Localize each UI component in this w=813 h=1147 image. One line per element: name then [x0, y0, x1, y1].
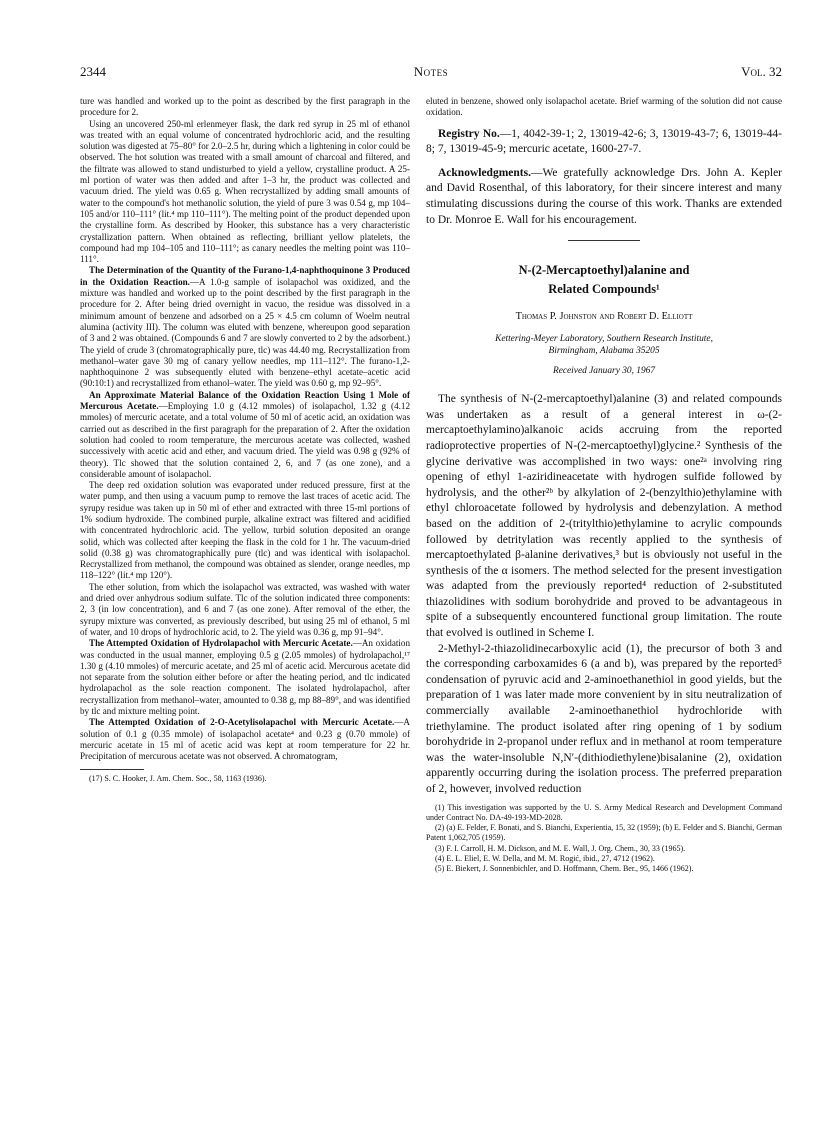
affiliation-line: Birmingham, Alabama 35205: [548, 346, 660, 357]
right-column: [426, 96, 782, 875]
footnote: (2) (a) E. Felder, F. Bonati, and S. Bianchi, Experientia, 15, 32 (1959); (b) E. Felder and S. Bianchi, German Patent 1,062,705 (1959).: [426, 823, 782, 843]
title-line: Related Compounds¹: [548, 282, 660, 297]
registry-heading: Registry No.: [438, 127, 500, 140]
running-header: [80, 64, 782, 82]
paragraph-heading: The Attempted Oxidation of 2-O-Acetylisolapachol with Mercuric Acetate.: [89, 717, 395, 728]
footnote: (5) E. Biekert, J. Sonnenbichler, and D. Hoffmann, Chem. Ber., 95, 1466 (1962).: [435, 864, 694, 874]
paragraph: Using an uncovered 250-ml erlenmeyer flask, the dark red syrup in 25 ml of ethanol was treated with an equal volume of concentrated hydrochloric acid, and the resulting solution was digested at 75–80° for 2.0–2.5 hr, during which a lightening in color could be observed. The hot solution was treated with a small amount of charcoal and filtered, and the filtrate was allowed to stand undisturbed to yield a yellow, crystalline product. A 25-ml portion of water was then added and after 1–3 hr, the product was collected and vacuum dried. The yield was 0.65 g. When recrystallized by adding small amounts of water to the compound's hot methanolic solution, the yield of pure 3 was 0.54 g, mp 104–105 and/or 110–111° (lit.⁴ mp 110–111°). The melting point of the product depended upon the crystalline form. As described by Hooker, this substance has a very characteristic crystallization pattern. When obtained as reflecting, brilliant yellow platelets, the compound had mp 104–105 and 110–111°; as canary needles the melting point was 110–111°.: [80, 118, 410, 265]
received-date: Received January 30, 1967: [552, 366, 656, 377]
paragraph: ture was handled and worked up to the point as described by the first paragraph in the procedure for 2.: [80, 96, 410, 118]
paragraph-text: —Employing 1.0 g (4.12 mmoles) of isolapachol, 1.32 g (4.12 mmoles) of mercuric acetate, and a total volume of 50 ml of acetic acid, an oxidation was carried out as described in the first paragraph for the preparation of 2. After the oxidation solution had cooled to room temperature, the mercurous acetate was collected, washed successively with acetic acid and ether, and vacuum dried. The yield was 0.98 g (92% of theory). Tlc showed that the solution contained 2, 6, and 7 (as one zone), and a considerable amount of isolapachol.: [80, 401, 410, 479]
paragraph-text: —A solution of 0.1 g (0.35 mmole) of isolapachol acetate⁴ and 0.23 g (0.70 mmole) of mercuric acetate in 15 ml of acetic acid was kept at room temperature for 22 hr. Precipitation of mercurous acetate was not observed. A chromatogram,: [80, 717, 410, 762]
footnote: (1) This investigation was supported by the U. S. Army Medical Research and Development Command under Contract No. DA-49-193-MD-2028.: [426, 802, 782, 822]
paragraph-heading: The Determination of the Quantity of the Furano-1,4-naphthoquinone 3 Produced in the Oxidation Reaction.: [80, 265, 410, 287]
paragraph: The deep red oxidation solution was evaporated under reduced pressure, first at the water pump, and then using a vacuum pump to remove the last traces of acetic acid. The syrupy residue was taken up in 50 ml of ether and extracted with three 15-ml portions of 1% sodium hydroxide. The combined purple, alkaline extract was filtered and acidified with concentrated hydrochloric acid. The yellow, turbid solution deposited an orange solid, which was collected after keeping the flask in the cold for 1 hr. The vacuum-dried solid (0.38 g) was chromatographically pure (tlc) and was identical with isolapachol. Recrystallized from methanol, the compound was obtained as slender, orange needles, mp 118–122° (lit.⁴ mp 120°).: [80, 480, 410, 581]
paragraph: [80, 717, 410, 762]
paragraph-text: —A 1.0-g sample of isolapachol was oxidized, and the mixture was handled and worked up to the point described by the first paragraph in the procedure for 2. After being dried overnight in vacuo, the residue was dissolved in a minimum amount of benzene and adsorbed on a 25 × 4.5 cm column of Woelm neutral alumina (activity III). The column was eluted with benzene, whereupon good separation of 3 and 2 was obtained. (Compounds 6 and 7 are slowly converted to 2 by the adsorbent.) The yield of crude 3 (chromatographically pure, tlc) was 44.40 mg. Recrystallization from methanol–water gave 30 mg of canary yellow needles, mp 111–112°. The furano-1,2-naphthoquinone 2 was subsequently eluted with benzene–ethyl acetate–acetic acid (90:10:1) and recrystallized from ethanol–water. The yield was 0.60 g, mp 92–95°.: [80, 276, 410, 389]
footnote: (4) E. L. Eliel, E. W. Della, and M. M. Rogić, ibid., 27, 4712 (1962).: [435, 854, 655, 864]
title-line: N-(2-Mercaptoethyl)alanine and: [518, 263, 690, 278]
footnote: (3) F. I. Carroll, H. M. Dickson, and M. E. Wall, J. Org. Chem., 30, 33 (1965).: [435, 843, 686, 853]
paragraph: [80, 390, 410, 480]
footnote: (17) S. C. Hooker, J. Am. Chem. Soc., 58, 1163 (1936).: [89, 773, 267, 783]
registry-numbers: [426, 127, 782, 158]
article-title: [426, 261, 782, 299]
paragraph-heading: An Approximate Material Balance of the Oxidation Reaction Using 1 Mole of Mercurous Acetate.: [80, 389, 410, 412]
paragraph: The synthesis of N-(2-mercaptoethyl)alanine (3) and related compounds was undertaken as a result of a general interest in ω-(2-mercaptoethylamino)alkanoic acids accruing from the reported radioprotective properties of N-(2-mercaptoethyl)glycine.² Synthesis of the glycine derivative was accomplished in two ways: one²ᵃ involving ring opening of ethyl 1-aziridineacetate with hydrogen sulfide followed by hydrolysis, and the other²ᵇ by alkylation of 2-(benzylthio)ethylamine with ethyl chloroacetate followed by hydrolysis and debenzylation. A method based on the addition of 2-(tritylthio)ethylamine to acrylic compounds followed by detritylation was recently applied to the synthesis of mercaptoethylated β-alanine derivatives,³ but is obviously not useful in the synthesis of the α isomers. The method selected for the present investigation was adapted from the previously reported⁴ reduction of 2-substituted thiazolidines with sodium borohydride and proved to be advantageous in spite of a subsequently encountered functional group limitation. The route that evolved is outlined in Scheme I.: [426, 393, 782, 640]
paragraph-heading: The Attempted Oxidation of Hydrolapachol with Mercuric Acetate.: [89, 638, 353, 649]
section-name: Notes: [413, 64, 449, 79]
paragraph: [80, 265, 410, 389]
page-number: 2344: [80, 64, 106, 79]
left-column: [80, 96, 410, 784]
registry-text: —1, 4042-39-1; 2, 13019-42-6; 3, 13019-43-7; 6, 13019-44-8; 7, 13019-45-9; mercuric acetate, 1600-27-7.: [426, 127, 782, 156]
affiliation: [426, 333, 782, 357]
acknowledgments: [426, 166, 782, 228]
paragraph-text: —An oxidation was conducted in the usual manner, employing 0.5 g (2.05 mmoles) of hydrolapachol,¹⁷ 1.30 g (4.10 mmoles) of mercuric acetate, and 25 ml of acetic acid. Mercurous acetate did not separate from the solution either before or after the heating period, and tlc indicated hydrolapachol as the sole reaction component. The isolated hydrolapachol, after recrystallization from methanol–water, amounted to 0.38 g, mp 88–89°, and was identified by tlc and mixture melting point.: [80, 638, 410, 717]
paragraph: 2-Methyl-2-thiazolidinecarboxylic acid (1), the precursor of both 3 and the corresponding carboxamides 6 (a and b), was prepared by the reported⁵ condensation of pyruvic acid and 2-aminoethanethiol in good yields, but the preparation of 1 was later made more convenient by in situ neutralization of commercially available 2-aminoethanethiol hydrochloride with triethylamine. The product isolated after ring opening of 1 by sodium borohydride in 2-propanol under reflux and in methanol at room temperature was the water-insoluble N,N′-(dithiodiethylene)bisalanine (2), oxidation apparently occurring during the isolation process. The preferred preparation of 2, however, involved reduction: [426, 642, 782, 795]
acknowledgments-heading: Acknowledgments.: [438, 166, 531, 179]
paragraph: eluted in benzene, showed only isolapachol acetate. Brief warming of the solution did not cause oxidation.: [426, 96, 782, 118]
article-authors: Thomas P. Johnston and Robert D. Elliott: [515, 311, 693, 323]
affiliation-line: Kettering-Meyer Laboratory, Southern Research Institute,: [495, 334, 713, 345]
paragraph: [80, 638, 410, 717]
acknowledgments-text: —We gratefully acknowledge Drs. John A. Kepler and David Rosenthal, of this laboratory, for their sincere interest and many stimulating discussions during the course of this work. Thanks are extended to Dr. Monroe E. Wall for his encouragement.: [426, 166, 782, 226]
paragraph: The ether solution, from which the isolapachol was extracted, was washed with water and dried over anhydrous sodium sulfate. Tlc of the solution indicated three components: 2, 3 (in low concentration), and 6 and 7 (as one zone). After removal of the ether, the syrupy mixture was converted, as previously described, but using 25 ml of ethanol, 5 ml of water, and 10 drops of hydrochloric acid, to 2. The yield was 0.36 g, mp 91–94°.: [80, 581, 410, 637]
volume-label: Vol. 32: [741, 64, 782, 79]
